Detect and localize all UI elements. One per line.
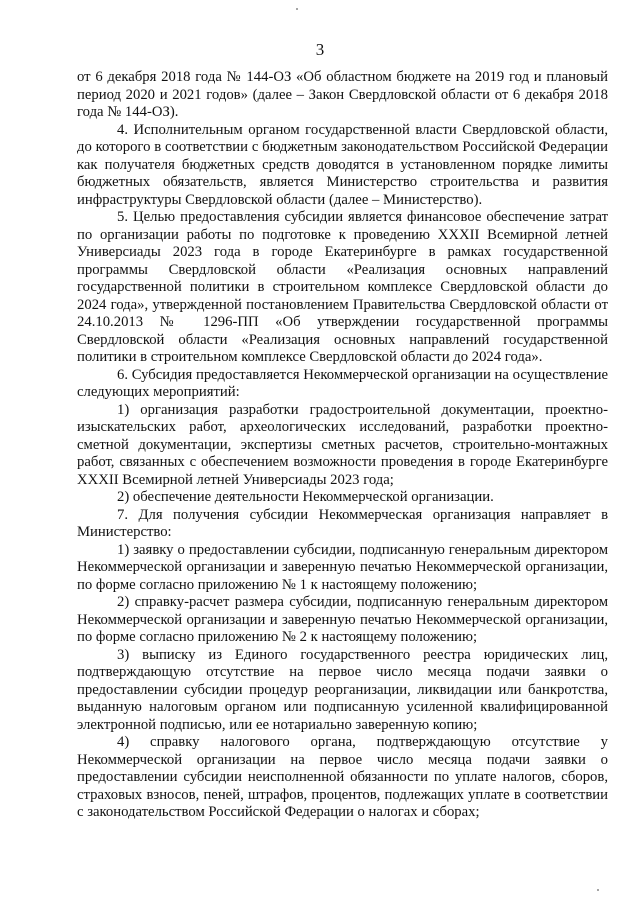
paragraph-item-4: 4. Исполнительным органом государственной власти Свердловской области, до которого в соответствии с бюджетным законодательством Российской Федерации как получателя бюджетных средств доводятся в установленном порядке лимиты бюджетных обязательств, является Министерство строительства и развития инфраструктуры Свердловской области (далее – Министерство). bbox=[77, 121, 608, 208]
paragraph-item-7-1: 1) заявку о предоставлении субсидии, подписанную генеральным директором Некоммерческой организации и заверенную печатью Некоммерческой организации, по форме согласно приложению № 1 к настоящему положению; bbox=[77, 541, 608, 593]
paragraph-item-6: 6. Субсидия предоставляется Некоммерческой организации на осуществление следующих мероприятий: bbox=[77, 366, 608, 400]
paragraph-item-7-2: 2) справку-расчет размера субсидии, подписанную генеральным директором Некоммерческой организации и заверенную печатью Некоммерческой организации, по форме согласно приложению № 2 к настоящему положению; bbox=[77, 594, 608, 645]
scan-speck bbox=[296, 8, 298, 10]
paragraph-continuation: от 6 декабря 2018 года № 144-ОЗ «Об областном бюджете на 2019 год и плановый период 2020 и 2021 годов» (далее – Закон Свердловской области от 6 декабря 2018 года № 144-ОЗ). bbox=[77, 69, 608, 120]
paragraph-item-6-2: 2) обеспечение деятельности Некоммерческой организации. bbox=[117, 489, 494, 505]
scan-speck bbox=[597, 889, 599, 891]
document-body bbox=[77, 69, 608, 822]
paragraph-item-7-3: 3) выписку из Единого государственного реестра юридических лиц, подтверждающую отсутствие на первое число месяца подачи заявки о предоставлении субсидии процедур реорганизации, ликвидации или банкротства, выданную налоговым органом или подписанную усиленной квалифицированной электронной подписью, или ее нотариально заверенную копию; bbox=[77, 646, 608, 733]
paragraph-item-6-1: 1) организация разработки градостроительной документации, проектно-изыскательских работ, археологических исследований, разработки проектно-сметной документации, экспертизы сметных расчетов, строительно-монтажных работ, связанных с обеспечением возможности проведения в городе Екатеринбурге XXXII Всемирной летней Универсиады 2023 года; bbox=[77, 401, 608, 488]
page-number: 3 bbox=[315, 40, 325, 59]
paragraph-item-7-4: 4) справку налогового органа, подтверждающую отсутствие у Некоммерческой организации на первое число месяца подачи заявки о предоставлении субсидии неисполненной обязанности по уплате налогов, сборов, страховых взносов, пеней, штрафов, процентов, подлежащих уплате в соответствии с законодательством Российской Федерации о налогах и сборах; bbox=[77, 734, 608, 820]
paragraph-item-7: 7. Для получения субсидии Некоммерческая организация направляет в Министерство: bbox=[77, 506, 608, 540]
paragraph-item-5: 5. Целью предоставления субсидии является финансовое обеспечение затрат по организации работы по подготовке к проведению XXXII Всемирной летней Универсиады 2023 года в городе Екатеринбурге в рамках государственной программы Свердловской области «Реализация основных направлений государственной политики в строительном комплексе Свердловской области до 2024 года», утвержденной постановлением Правительства Свердловской области от 24.10.2013 № 1296-ПП «Об утверждении государственной программы Свердловской области «Реализация основных направлений государственной политики в строительном комплексе Свердловской области до 2024 года». bbox=[77, 209, 608, 365]
